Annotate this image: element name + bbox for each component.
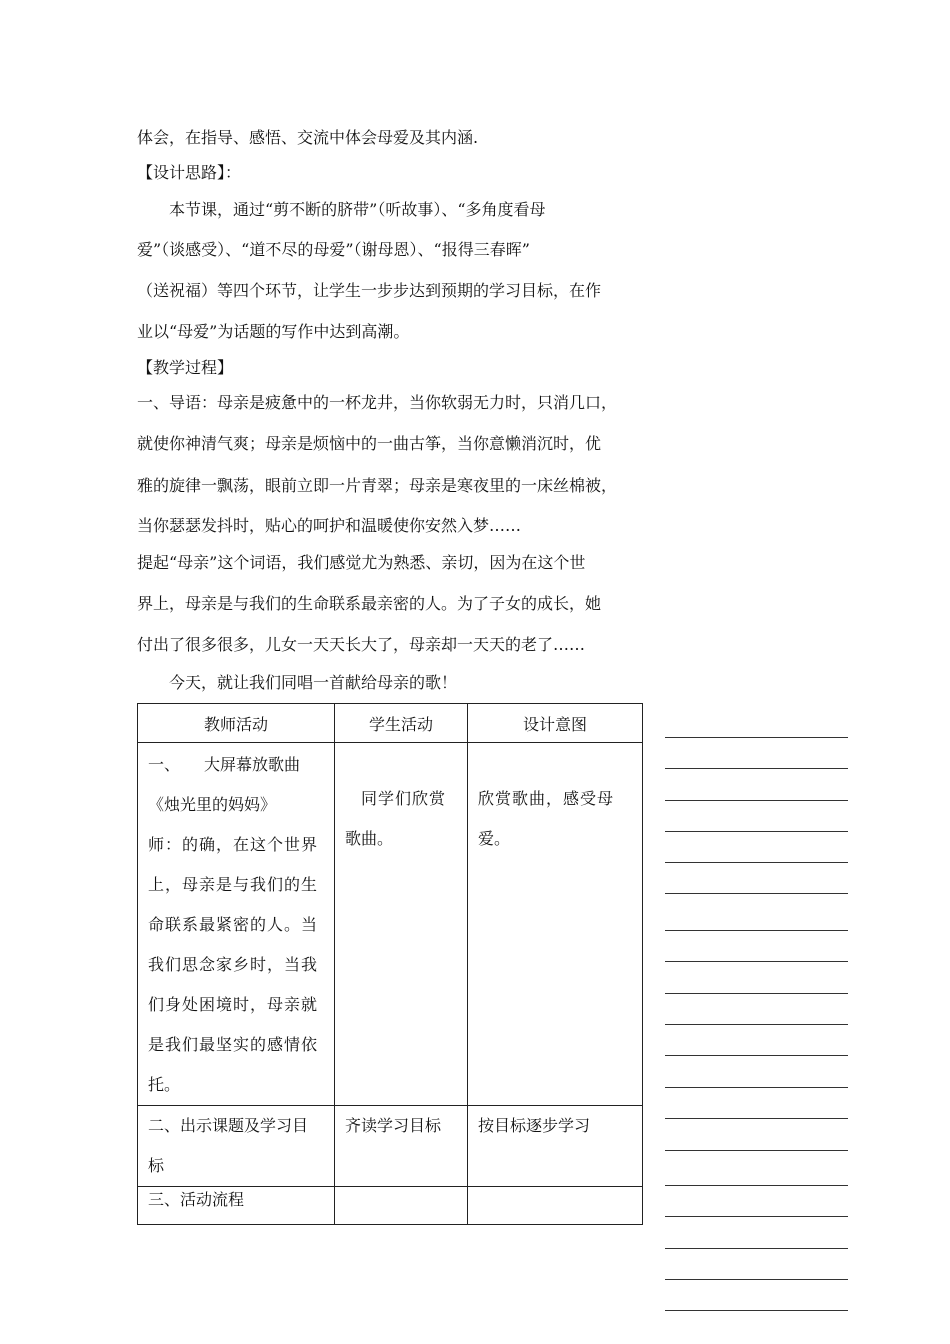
header-student-activity: 学生活动 <box>335 704 468 743</box>
cell-line: 们身处困境时，母亲就 <box>148 995 319 1014</box>
table-row <box>138 1187 643 1225</box>
note-line <box>665 768 848 769</box>
body-line: （送祝福）等四个环节，让学生一步步达到预期的学习目标，在作 <box>137 281 602 300</box>
note-line <box>665 800 848 801</box>
table-row <box>138 743 643 1106</box>
cell-line: 二、出示课题及学习目 <box>148 1116 309 1135</box>
teacher-activity-cell <box>138 1187 335 1225</box>
cell-line: 托。 <box>148 1075 181 1094</box>
body-line: 就使你神清气爽；母亲是烦恼中的一曲古筝，当你意懒消沉时，优 <box>137 434 602 453</box>
cell-line: 歌曲。 <box>345 829 394 848</box>
note-line <box>665 1310 848 1311</box>
cell-line: 齐读学习目标 <box>345 1116 442 1135</box>
note-line <box>665 1118 848 1119</box>
note-line <box>665 1024 848 1025</box>
cell-line: 三、活动流程 <box>148 1190 245 1209</box>
body-line: 界上，母亲是与我们的生命联系最亲密的人。为了子女的成长，她 <box>137 594 602 613</box>
student-activity-cell <box>335 1187 468 1225</box>
teacher-activity-cell <box>138 1106 335 1187</box>
body-line: 一、导语：母亲是疲惫中的一杯龙井，当你软弱无力时，只消几口， <box>137 393 618 412</box>
design-intent-cell <box>468 743 643 1106</box>
teacher-activity-cell <box>138 743 335 1106</box>
cell-line: 我们思念家乡时，当我 <box>148 955 319 974</box>
cell-line: 标 <box>148 1156 165 1175</box>
body-line: 爱”（谈感受）、“道不尽的母爱”（谢母恩）、“报得三春晖” <box>137 240 530 259</box>
cell-line: 命联系最紧密的人。当 <box>148 915 319 934</box>
student-activity-cell <box>335 1106 468 1187</box>
student-activity-cell <box>335 743 468 1106</box>
note-line <box>665 1185 848 1186</box>
design-intent-cell <box>468 1106 643 1187</box>
cell-line: 师：的确，在这个世界 <box>148 835 319 854</box>
cell-line: 按目标逐步学习 <box>478 1116 591 1135</box>
table-header-row <box>138 704 643 743</box>
note-line <box>665 893 848 894</box>
section-heading-design: 【设计思路】： <box>137 163 242 182</box>
note-line <box>665 1248 848 1249</box>
cell-line: 《烛光里的妈妈》 <box>148 795 277 814</box>
table-row <box>138 1106 643 1187</box>
cell-line: 上，母亲是与我们的生 <box>148 875 319 894</box>
section-heading-process: 【教学过程】 <box>137 358 234 377</box>
lesson-table <box>137 703 643 1225</box>
body-line: 业以“母爱”为话题的写作中达到高潮。 <box>137 322 410 341</box>
body-line: 体会，在指导、感悟、交流中体会母爱及其内涵. <box>137 128 479 147</box>
design-intent-cell <box>468 1187 643 1225</box>
note-line <box>665 961 848 962</box>
body-line: 雅的旋律一飘荡，眼前立即一片青翠；母亲是寒夜里的一床丝棉被， <box>137 476 618 495</box>
cell-line: 爱。 <box>478 829 511 848</box>
body-line: 付出了很多很多，儿女一天天长大了，母亲却一天天的老了…… <box>137 635 586 654</box>
note-line <box>665 1216 848 1217</box>
body-line: 当你瑟瑟发抖时，贴心的呵护和温暖使你安然入梦…… <box>137 516 522 535</box>
header-teacher-activity: 教师活动 <box>138 704 335 743</box>
header-design-intent: 设计意图 <box>468 704 643 743</box>
body-line: 今天，就让我们同唱一首献给母亲的歌！ <box>137 673 458 692</box>
note-line <box>665 993 848 994</box>
body-line: 提起“母亲”这个词语，我们感觉尤为熟悉、亲切，因为在这个世 <box>137 553 586 572</box>
note-line <box>665 1279 848 1280</box>
note-line <box>665 831 848 832</box>
note-line <box>665 1055 848 1056</box>
note-line <box>665 1150 848 1151</box>
body-line: 本节课，通过“剪不断的脐带”（听故事）、“多角度看母 <box>137 200 546 219</box>
note-line <box>665 737 848 738</box>
note-line <box>665 862 848 863</box>
note-line <box>665 930 848 931</box>
note-line <box>665 1087 848 1088</box>
cell-line: 一、 大屏幕放歌曲 <box>148 755 301 774</box>
cell-line: 同学们欣赏 <box>361 789 447 808</box>
cell-line: 是我们最坚实的感情依 <box>148 1035 319 1054</box>
cell-line: 欣赏歌曲，感受母 <box>478 789 615 808</box>
